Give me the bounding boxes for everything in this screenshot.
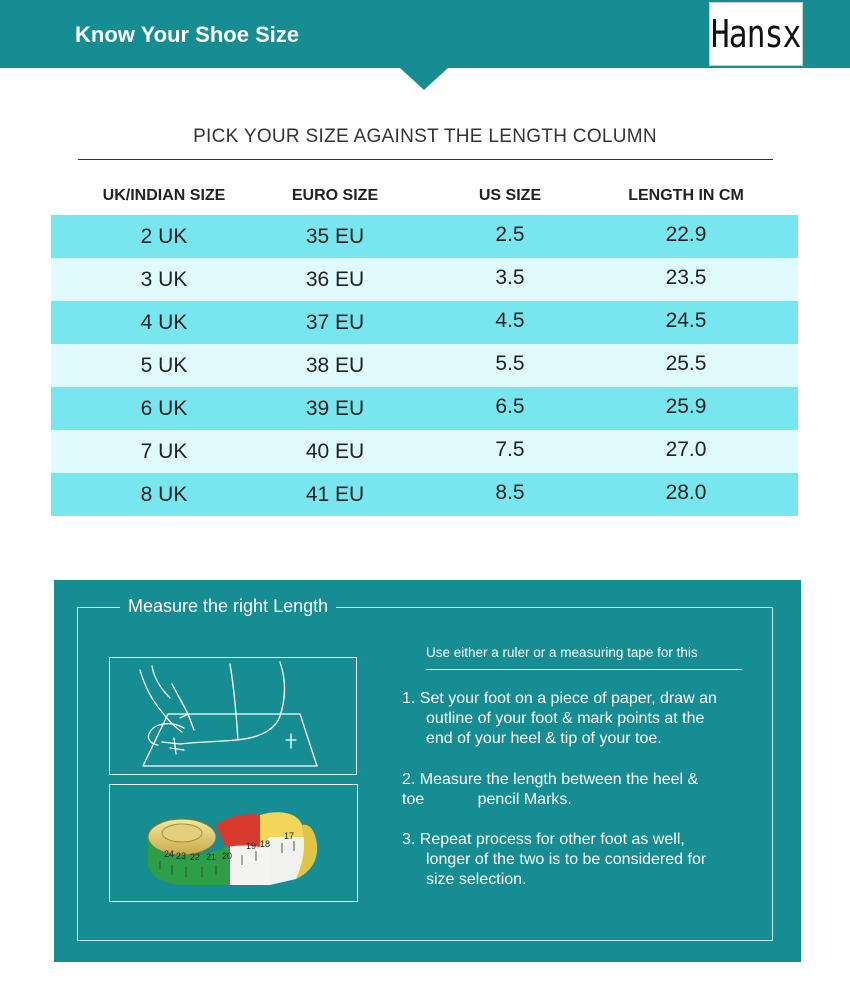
table-cell-us: 7.5 [495,438,525,461]
table-cell-euro: 36 EU [305,268,365,291]
table-cell-uk: 6 UK [140,397,188,420]
brand-logo-text: Hansx [711,12,801,56]
tape-number: 19 [246,841,257,851]
tape-number: 18 [260,839,271,849]
table-cell-uk: 4 UK [140,311,188,334]
table-cell-length: 27.0 [665,438,707,461]
measuring-tape-icon [110,785,359,903]
table-cell-euro: 38 EU [305,354,365,377]
size-instruction-heading: PICK YOUR SIZE AGAINST THE LENGTH COLUMN [193,126,657,147]
tape-number: 21 [206,852,217,862]
tape-number: 24 [164,849,175,859]
page-title: Know Your Shoe Size [75,22,300,47]
measure-title: Measure the right Length [120,596,336,617]
table-cell-us: 6.5 [495,395,525,418]
foot-drawing-icon [110,658,358,776]
step-2-line-2: toe pencil Marks. [402,791,572,808]
tape-number: 17 [284,831,295,841]
step-2-line-1: 2. Measure the length between the heel & [402,771,699,788]
table-cell-length: 22.9 [665,223,707,246]
table-cell-us: 8.5 [495,481,525,504]
table-cell-euro: 39 EU [305,397,365,420]
brand-logo [709,2,803,66]
table-row [51,473,798,516]
tape-number: 20 [222,851,233,861]
measuring-tape-illustration [109,784,358,902]
table-cell-us: 3.5 [495,266,525,289]
table-row [51,430,798,473]
step-1-line-2: outline of your foot & mark points at the [426,710,705,727]
table-row [51,387,798,430]
table-cell-uk: 2 UK [140,225,188,248]
measure-intro: Use either a ruler or a measuring tape for this [426,645,698,660]
measure-panel [54,580,801,962]
header-notch [400,68,448,90]
step-1-line-1: 1. Set your foot on a piece of paper, draw an [402,690,717,707]
table-cell-uk: 8 UK [140,483,188,506]
step-3-line-3: size selection. [426,871,527,888]
table-row [51,344,798,387]
table-cell-euro: 37 EU [305,311,365,334]
table-cell-euro: 40 EU [305,440,365,463]
table-cell-us: 4.5 [495,309,525,332]
column-header-euro: EURO SIZE [291,187,379,204]
table-cell-uk: 5 UK [140,354,188,377]
table-row [51,215,798,258]
table-row [51,301,798,344]
step-1-line-3: end of your heel & tip of your toe. [426,730,662,747]
table-row [51,258,798,301]
tape-number: 22 [190,852,201,862]
column-header-length: LENGTH IN CM [628,187,744,204]
table-cell-euro: 41 EU [305,483,365,506]
foot-tracing-illustration [109,657,357,775]
size-table [51,215,798,516]
table-cell-uk: 7 UK [140,440,188,463]
header-banner [0,0,850,68]
table-cell-euro: 35 EU [305,225,365,248]
step-3-line-1: 3. Repeat process for other foot as well, [402,831,685,848]
table-cell-length: 25.5 [665,352,707,375]
tape-number: 23 [176,851,187,861]
table-cell-us: 2.5 [495,223,525,246]
intro-divider [426,669,742,670]
step-3-line-2: longer of the two is to be considered for [426,851,707,868]
table-cell-us: 5.5 [495,352,525,375]
table-cell-length: 25.9 [665,395,707,418]
column-header-uk: UK/INDIAN SIZE [102,187,226,204]
column-header-us: US SIZE [478,187,542,204]
table-cell-length: 24.5 [665,309,707,332]
table-cell-length: 23.5 [665,266,707,289]
table-cell-uk: 3 UK [140,268,188,291]
heading-divider [78,159,773,160]
table-cell-length: 28.0 [665,481,707,504]
